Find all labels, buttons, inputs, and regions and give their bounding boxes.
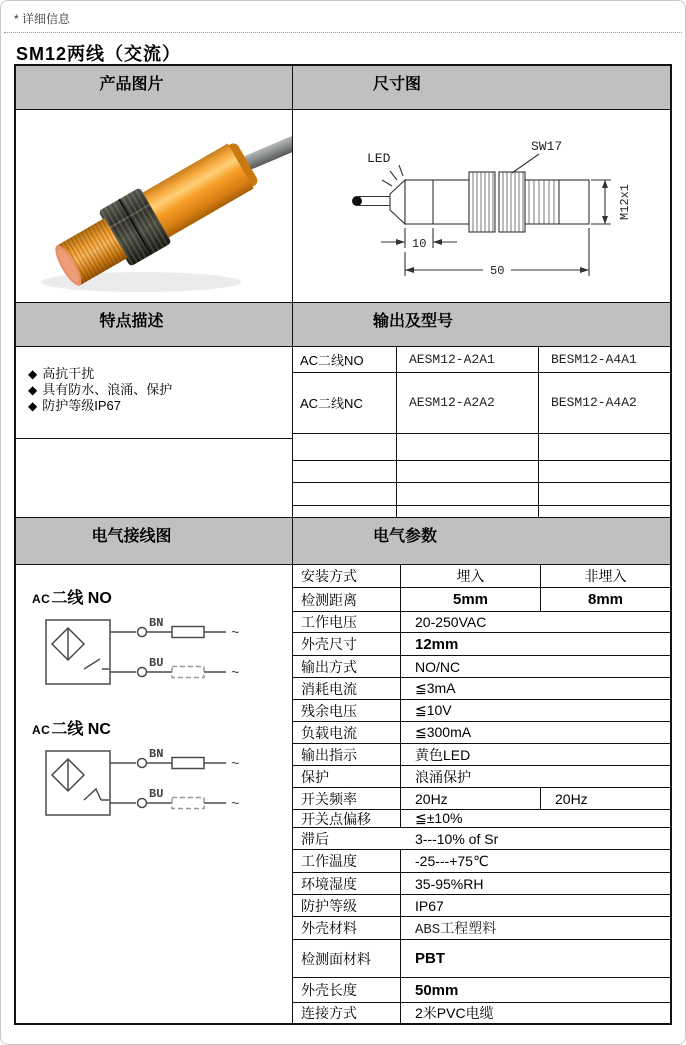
ac-symbol: ~ — [231, 757, 240, 773]
product-photo-cell — [16, 110, 293, 302]
empty-model-row — [293, 461, 670, 483]
empty-model-row — [293, 506, 670, 517]
param-row: 开关频率 20Hz 20Hz — [293, 788, 670, 810]
electrical-row — [16, 565, 670, 1023]
param-row: 滞后 3---10% of Sr — [293, 828, 670, 850]
wiring-diagram-no — [30, 610, 280, 702]
wiring-title-no: AC二线 NO — [32, 590, 112, 607]
model-number: AESM12-A2A1 — [397, 347, 539, 372]
bn-label: BN — [149, 616, 164, 630]
header-dimension: 尺寸图 — [293, 66, 670, 109]
model-number: BESM12-A4A2 — [551, 395, 637, 411]
param-row: 检测面材料 PBT — [293, 940, 670, 978]
feature-item: ◆ 防护等级IP67 — [28, 397, 121, 413]
model-number: AESM12-A2A2 — [397, 373, 539, 433]
thread-spec-label: M12x1 — [618, 183, 632, 220]
param-row: 工作温度 -25---+75℃ — [293, 850, 670, 873]
header-row-features — [16, 303, 670, 347]
header-row-media — [16, 66, 670, 110]
bn-label: BN — [149, 747, 164, 761]
led-label: LED — [367, 150, 391, 166]
model-row-no — [293, 347, 670, 373]
param-row: 检测距离 5mm 8mm — [293, 588, 670, 612]
param-row: 外壳尺寸 12mm — [293, 633, 670, 656]
empty-cell — [16, 439, 292, 517]
spec-table — [14, 64, 672, 1025]
header-params: 电气参数 — [293, 518, 670, 564]
diamond-bullet: ◆ — [28, 366, 38, 381]
param-row: 工作电压 20-250VAC — [293, 612, 670, 633]
output-type: AC二线NO — [293, 347, 397, 372]
features-cell — [16, 347, 292, 439]
dotted-divider — [4, 32, 682, 33]
params-table — [293, 565, 670, 1023]
detail-info-note: * 详细信息 — [14, 12, 71, 26]
param-row: 输出指示 黄色LED — [293, 744, 670, 766]
param-row: 防护等级 IP67 — [293, 895, 670, 917]
param-row: 消耗电流 ≦3mA — [293, 678, 670, 700]
model-number: BESM12-A4A1 — [551, 351, 637, 367]
page-title: SM12两线（交流） — [16, 44, 182, 64]
product-photo — [16, 110, 293, 302]
param-row: 外壳材料 ABS工程塑料 — [293, 917, 670, 940]
diamond-bullet: ◆ — [28, 382, 38, 397]
ac-symbol: ~ — [231, 666, 240, 682]
param-row: 残余电压 ≦10V — [293, 700, 670, 722]
ac-symbol: ~ — [231, 797, 240, 813]
header-product-image: 产品图片 — [16, 66, 293, 109]
model-row-nc — [293, 373, 670, 434]
diamond-bullet: ◆ — [28, 398, 38, 413]
param-row: 安装方式 埋入 非埋入 — [293, 565, 670, 588]
feature-item: ◆ 高抗干扰 — [28, 365, 95, 381]
wiring-diagram-nc — [30, 741, 280, 833]
wiring-cell — [16, 565, 293, 1023]
dimension-drawing-cell — [293, 110, 670, 302]
bu-label: BU — [149, 787, 164, 801]
features-models-row — [16, 347, 670, 518]
empty-model-row — [293, 483, 670, 506]
empty-model-row — [293, 434, 670, 461]
param-row: 开关点偏移 ≦±10% — [293, 810, 670, 828]
param-row: 输出方式 NO/NC — [293, 656, 670, 678]
wiring-title-nc: AC二线 NC — [32, 721, 111, 738]
output-type: AC二线NC — [293, 373, 397, 433]
header-output-models: 输出及型号 — [293, 303, 670, 346]
param-row: 连接方式 2米PVC电缆 — [293, 1003, 670, 1023]
bu-label: BU — [149, 656, 164, 670]
header-row-electrical — [16, 518, 670, 565]
sw17-label: SW17 — [531, 138, 563, 154]
media-row — [16, 110, 670, 303]
param-row: 负载电流 ≦300mA — [293, 722, 670, 744]
feature-item: ◆ 具有防水、浪涌、保护 — [28, 381, 173, 397]
header-features: 特点描述 — [16, 303, 293, 346]
dim-50-label: 50 — [490, 263, 505, 278]
header-wiring: 电气接线图 — [16, 518, 293, 564]
param-row: 保护 浪涌保护 — [293, 766, 670, 788]
dimension-drawing — [293, 110, 670, 302]
param-row: 环境湿度 35-95%RH — [293, 873, 670, 895]
param-row: 外壳长度 50mm — [293, 978, 670, 1003]
ac-symbol: ~ — [231, 626, 240, 642]
dim-10-label: 10 — [412, 236, 427, 251]
